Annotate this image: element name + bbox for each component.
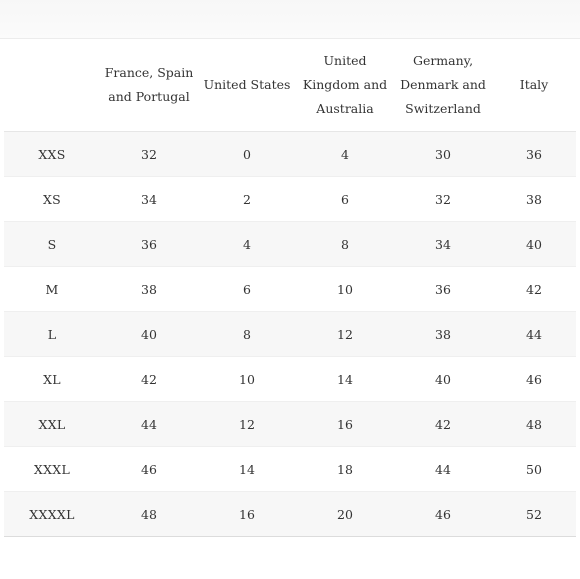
- header-line: Kingdom and: [302, 77, 388, 92]
- united-states-cell: 6: [198, 267, 296, 312]
- germany-denmark-switzerland-cell: 34: [394, 222, 492, 267]
- size-conversion-table: [4, 39, 576, 537]
- header-line: Italy: [519, 77, 549, 92]
- germany-denmark-switzerland-cell: 30: [394, 132, 492, 177]
- table-row: [4, 222, 576, 267]
- uk-australia-cell: 16: [296, 402, 394, 447]
- germany-denmark-switzerland-cell: 46: [394, 492, 492, 537]
- france-spain-portugal-cell: 36: [100, 222, 198, 267]
- france-spain-portugal-cell: 48: [100, 492, 198, 537]
- united-states-cell: 12: [198, 402, 296, 447]
- header-line: Denmark and: [400, 77, 486, 92]
- france-spain-portugal-cell: 32: [100, 132, 198, 177]
- header-line: United States: [203, 77, 291, 92]
- header-line: United: [323, 53, 367, 68]
- france-spain-portugal-cell: 44: [100, 402, 198, 447]
- united-states-cell: 2: [198, 177, 296, 222]
- table-row: [4, 447, 576, 492]
- header-line: France, Spain: [104, 65, 194, 80]
- italy-cell: 36: [492, 132, 576, 177]
- uk-australia-cell: 8: [296, 222, 394, 267]
- size-cell: XXL: [4, 402, 100, 447]
- germany-denmark-switzerland-cell: 36: [394, 267, 492, 312]
- uk-australia-cell: 18: [296, 447, 394, 492]
- table-row: [4, 267, 576, 312]
- table-row: [4, 357, 576, 402]
- france-spain-portugal-cell: 38: [100, 267, 198, 312]
- france-spain-portugal-cell: 34: [100, 177, 198, 222]
- italy-cell: 50: [492, 447, 576, 492]
- size-cell: M: [4, 267, 100, 312]
- uk-australia-cell: 6: [296, 177, 394, 222]
- header-line: Germany,: [412, 53, 474, 68]
- united-states-cell: 14: [198, 447, 296, 492]
- italy-cell: 44: [492, 312, 576, 357]
- france-spain-portugal-cell: 40: [100, 312, 198, 357]
- header-uk-australia: [296, 39, 394, 132]
- italy-cell: 38: [492, 177, 576, 222]
- uk-australia-cell: 20: [296, 492, 394, 537]
- table-row: [4, 312, 576, 357]
- table-row: [4, 132, 576, 177]
- size-cell: XXXL: [4, 447, 100, 492]
- header-line: and Portugal: [108, 89, 190, 104]
- uk-australia-cell: 10: [296, 267, 394, 312]
- italy-cell: 48: [492, 402, 576, 447]
- united-states-cell: 4: [198, 222, 296, 267]
- france-spain-portugal-cell: 42: [100, 357, 198, 402]
- table-row: [4, 402, 576, 447]
- header-line: Switzerland: [405, 101, 481, 116]
- header-germany-denmark-switzerland: [394, 39, 492, 132]
- header-size: [4, 39, 100, 132]
- uk-australia-cell: 4: [296, 132, 394, 177]
- italy-cell: 42: [492, 267, 576, 312]
- united-states-cell: 0: [198, 132, 296, 177]
- italy-cell: 52: [492, 492, 576, 537]
- header-france-spain-portugal: [100, 39, 198, 132]
- germany-denmark-switzerland-cell: 40: [394, 357, 492, 402]
- germany-denmark-switzerland-cell: 38: [394, 312, 492, 357]
- table-header: [4, 39, 576, 132]
- italy-cell: 46: [492, 357, 576, 402]
- uk-australia-cell: 12: [296, 312, 394, 357]
- table-row: [4, 492, 576, 537]
- germany-denmark-switzerland-cell: 42: [394, 402, 492, 447]
- header-italy: [492, 39, 576, 132]
- header-row: [4, 39, 576, 132]
- united-states-cell: 8: [198, 312, 296, 357]
- header-line: Australia: [316, 101, 374, 116]
- united-states-cell: 16: [198, 492, 296, 537]
- germany-denmark-switzerland-cell: 32: [394, 177, 492, 222]
- italy-cell: 40: [492, 222, 576, 267]
- table-row: [4, 177, 576, 222]
- size-cell: XXS: [4, 132, 100, 177]
- table-body: [4, 132, 576, 537]
- header-united-states: [198, 39, 296, 132]
- germany-denmark-switzerland-cell: 44: [394, 447, 492, 492]
- size-cell: XXXXL: [4, 492, 100, 537]
- uk-australia-cell: 14: [296, 357, 394, 402]
- size-cell: XS: [4, 177, 100, 222]
- france-spain-portugal-cell: 46: [100, 447, 198, 492]
- top-band: [0, 0, 580, 39]
- size-cell: L: [4, 312, 100, 357]
- united-states-cell: 10: [198, 357, 296, 402]
- size-cell: S: [4, 222, 100, 267]
- size-cell: XL: [4, 357, 100, 402]
